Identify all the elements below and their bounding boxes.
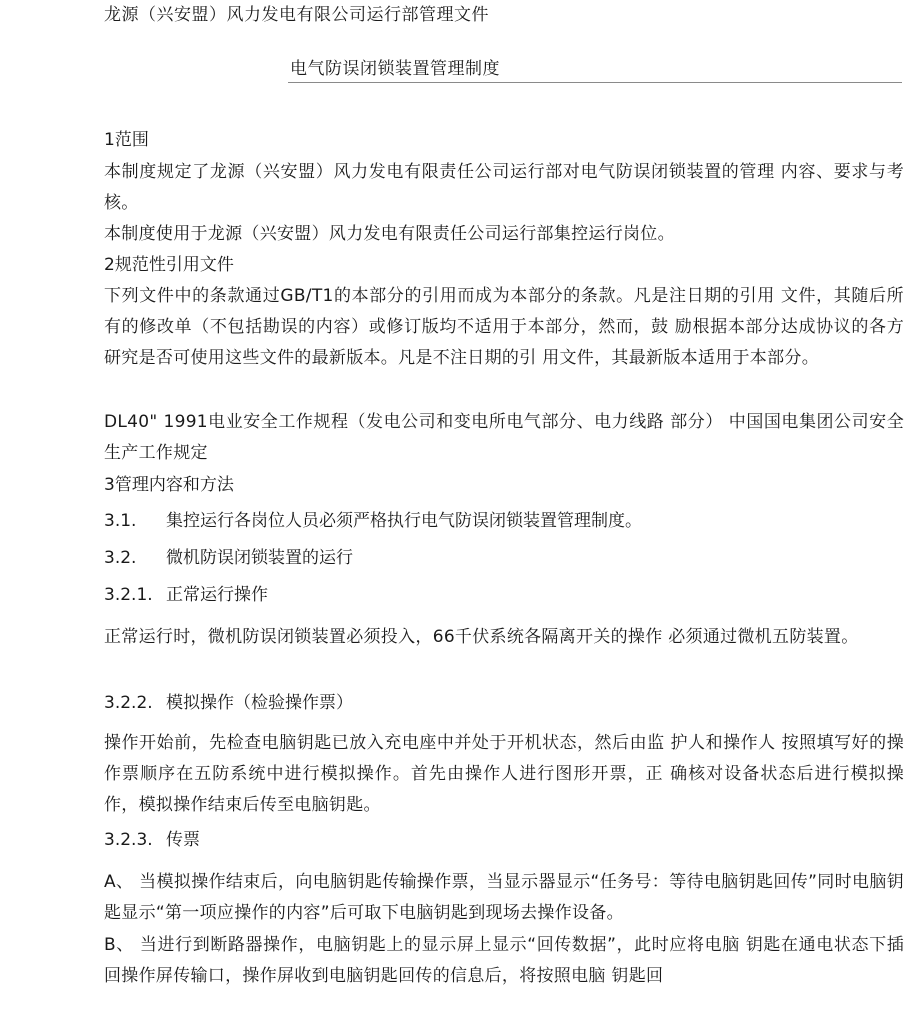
section-3-heading: 3管理内容和方法 [104, 475, 234, 495]
clause-3-2-3-text: 传票 [166, 830, 200, 850]
clause-3-2-1-paragraph: 正常运行时，微机防误闭锁装置必须投入，66千伏系统各隔离开关的操作 必须通过微机五防装置。 [104, 627, 859, 647]
section-2-heading: 2规范性引用文件 [104, 255, 234, 275]
clause-3-2-2-text: 模拟操作（检验操作票） [166, 693, 353, 713]
clause-3-2-3-number: 3.2.3. [104, 830, 153, 850]
org-header: 龙源（兴安盟）风力发电有限公司运行部管理文件 [104, 5, 489, 25]
title-underline [288, 82, 902, 83]
section-2-paragraph-1: 下列文件中的条款通过GB/T1的本部分的引用而成为本部分的条款。凡是注日期的引用 文件，其随后所有的修改单（不包括勘误的内容）或修订版均不适用于本部分，然而，鼓 励根据本部分达成协议的各方研究是否可使用这些文件的最新版本。凡是不注日期的引 用文件，其最新版本适用于本部分。 [104, 286, 904, 368]
clause-3-2-1 [104, 580, 268, 611]
clause-3-2-2 [104, 688, 353, 719]
clause-3-2-3 [104, 825, 200, 856]
section-1-heading: 1范围 [104, 130, 149, 150]
clause-3-1 [104, 506, 642, 537]
section-1-paragraph-2: 本制度使用于龙源（兴安盟）风力发电有限责任公司运行部集控运行岗位。 [104, 224, 675, 244]
clause-3-2-1-number: 3.2.1. [104, 585, 153, 605]
clause-3-1-text: 集控运行各岗位人员必须严格执行电气防误闭锁装置管理制度。 [166, 511, 642, 531]
section-1-paragraph-1: 本制度规定了龙源（兴安盟）风力发电有限责任公司运行部对电气防误闭锁装置的管理 内容、要求与考核。 [104, 162, 904, 213]
clause-3-2-text: 微机防误闭锁装置的运行 [166, 548, 353, 568]
clause-3-1-number: 3.1. [104, 511, 137, 531]
clause-3-2-2-number: 3.2.2. [104, 693, 153, 713]
clause-3-2 [104, 543, 353, 574]
clause-3-2-1-text: 正常运行操作 [166, 585, 268, 605]
clause-3-2-3-paragraph-b: B、 当进行到断路器操作，电脑钥匙上的显示屏上显示“回传数据”，此时应将电脑 钥匙在通电状态下插回操作屏传输口，操作屏收到电脑钥匙回传的信息后，将按照电脑 钥匙回 [104, 935, 904, 986]
clause-3-2-3-paragraph-a: A、 当模拟操作结束后，向电脑钥匙传输操作票，当显示器显示“任务号：等待电脑钥匙回传”同时电脑钥匙显示“第一项应操作的内容”后可取下电脑钥匙到现场去操作设备。 [104, 872, 904, 923]
section-2-paragraph-2: DL40" 1991电业安全工作规程（发电公司和变电所电气部分、电力线路 部分） 中国国电集团公司安全生产工作规定 [104, 412, 904, 463]
clause-3-2-2-paragraph: 操作开始前，先检查电脑钥匙已放入充电座中并处于开机状态，然后由监 护人和操作人 按照填写好的操作票顺序在五防系统中进行模拟操作。首先由操作人进行图形开票，正 确核对设备状态后进行模拟操作，模拟操作结束后传至电脑钥匙。 [104, 733, 904, 815]
clause-3-2-number: 3.2. [104, 548, 137, 568]
document-title: 电气防误闭锁装置管理制度 [290, 59, 500, 79]
